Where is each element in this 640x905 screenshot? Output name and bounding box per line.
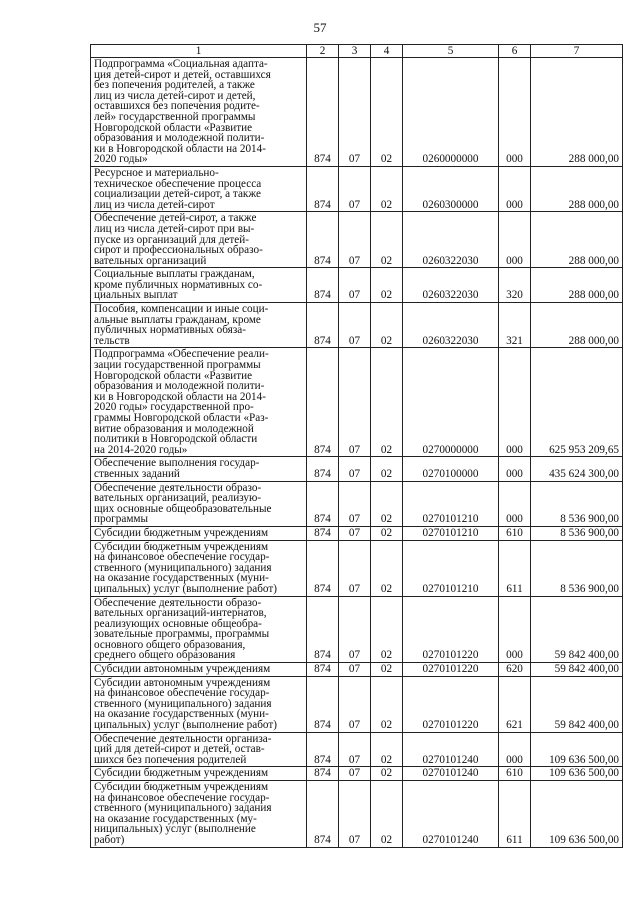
section-code: 07 (339, 732, 371, 767)
table-header (91, 45, 623, 58)
row-name: Обеспечение выполнения государ- ственных заданий (91, 457, 307, 481)
section-code: 07 (339, 767, 371, 781)
target-article-code: 0270101240 (403, 732, 499, 767)
section-code: 07 (339, 166, 371, 211)
expense-type-code: 610 (499, 767, 531, 781)
table-row (91, 457, 623, 481)
expense-type-code: 000 (499, 732, 531, 767)
subsection-code: 02 (371, 540, 403, 596)
section-code: 07 (339, 303, 371, 348)
row-name: Пособия, компенсации и иные соци- альные выплаты гражданам, кроме публичных нормативных обяза- тельств (91, 303, 307, 348)
subsection-code: 02 (371, 303, 403, 348)
amount: 625 953 209,65 (531, 348, 623, 457)
expense-type-code: 000 (499, 348, 531, 457)
subsection-code: 02 (371, 268, 403, 303)
expense-type-code: 611 (499, 540, 531, 596)
ministry-code: 874 (307, 676, 339, 732)
amount: 8 536 900,00 (531, 540, 623, 596)
subsection-code: 02 (371, 212, 403, 268)
table-row (91, 767, 623, 781)
section-code: 07 (339, 663, 371, 677)
column-header-6: 6 (499, 45, 531, 58)
ministry-code: 874 (307, 732, 339, 767)
table-row (91, 732, 623, 767)
amount: 59 842 400,00 (531, 596, 623, 663)
expense-type-code: 000 (499, 58, 531, 167)
target-article-code: 0260000000 (403, 58, 499, 167)
amount: 288 000,00 (531, 212, 623, 268)
section-code: 07 (339, 348, 371, 457)
row-name: Субсидии бюджетным учреждениям (91, 767, 307, 781)
amount: 435 624 300,00 (531, 457, 623, 481)
amount: 109 636 500,00 (531, 767, 623, 781)
amount: 59 842 400,00 (531, 663, 623, 677)
table-row (91, 781, 623, 848)
amount: 8 536 900,00 (531, 481, 623, 526)
row-name: Обеспечение детей-сирот, а также лиц из числа детей-сирот при вы- пуске из организаций для детей- сирот и профессиональных образо- вательных организаций (91, 212, 307, 268)
target-article-code: 0260322030 (403, 212, 499, 268)
table-row (91, 348, 623, 457)
target-article-code: 0270101210 (403, 540, 499, 596)
ministry-code: 874 (307, 457, 339, 481)
ministry-code: 874 (307, 596, 339, 663)
subsection-code: 02 (371, 767, 403, 781)
column-header-3: 3 (339, 45, 371, 58)
row-name: Субсидии бюджетным учреждениям на финансовое обеспечение государ- ственного (муниципального) задания на оказание государственных (муни- ципальных) услуг (выполнение работ) (91, 540, 307, 596)
ministry-code: 874 (307, 663, 339, 677)
table-row (91, 212, 623, 268)
subsection-code: 02 (371, 481, 403, 526)
ministry-code: 874 (307, 212, 339, 268)
ministry-code: 874 (307, 166, 339, 211)
table-row (91, 676, 623, 732)
column-header-2: 2 (307, 45, 339, 58)
section-code: 07 (339, 268, 371, 303)
ministry-code: 874 (307, 781, 339, 848)
expense-type-code: 610 (499, 526, 531, 540)
subsection-code: 02 (371, 596, 403, 663)
expense-type-code: 000 (499, 457, 531, 481)
section-code: 07 (339, 596, 371, 663)
column-header-5: 5 (403, 45, 499, 58)
amount: 109 636 500,00 (531, 732, 623, 767)
amount: 109 636 500,00 (531, 781, 623, 848)
column-header-1: 1 (91, 45, 307, 58)
row-name: Субсидии бюджетным учреждениям на финансовое обеспечение государ- ственного (муниципального) задания на оказание государственных (му- ниципальных) услуг (выполнение работ) (91, 781, 307, 848)
row-name: Ресурсное и материально- техническое обеспечение процесса социализации детей-сирот, а также лиц из числа детей-сирот (91, 166, 307, 211)
budget-table (90, 44, 623, 848)
ministry-code: 874 (307, 58, 339, 167)
expense-type-code: 000 (499, 166, 531, 211)
subsection-code: 02 (371, 166, 403, 211)
section-code: 07 (339, 212, 371, 268)
target-article-code: 0270101220 (403, 663, 499, 677)
table-row (91, 540, 623, 596)
amount: 288 000,00 (531, 303, 623, 348)
expense-type-code: 621 (499, 676, 531, 732)
expense-type-code: 000 (499, 481, 531, 526)
expense-type-code: 320 (499, 268, 531, 303)
expense-type-code: 321 (499, 303, 531, 348)
ministry-code: 874 (307, 348, 339, 457)
section-code: 07 (339, 781, 371, 848)
target-article-code: 0260322030 (403, 268, 499, 303)
target-article-code: 0270101240 (403, 767, 499, 781)
ministry-code: 874 (307, 268, 339, 303)
section-code: 07 (339, 526, 371, 540)
row-name: Подпрограмма «Обеспечение реали- зации государственной программы Новгородской области «Развитие образования и молодежной полити- ки в Новгородской области на 2014- 2020 годы» государственной про- граммы Новгородской области «Раз- витие образования и молодежной политики в Новгородской области на 2014-2020 годы» (91, 348, 307, 457)
amount: 288 000,00 (531, 268, 623, 303)
row-name: Обеспечение деятельности организа- ций для детей-сирот и детей, остав- шихся без попечения родителей (91, 732, 307, 767)
expense-type-code: 620 (499, 663, 531, 677)
section-code: 07 (339, 676, 371, 732)
table-row (91, 303, 623, 348)
amount: 288 000,00 (531, 166, 623, 211)
ministry-code: 874 (307, 526, 339, 540)
row-name: Субсидии бюджетным учреждениям (91, 526, 307, 540)
section-code: 07 (339, 457, 371, 481)
target-article-code: 0270101220 (403, 676, 499, 732)
row-name: Обеспечение деятельности образо- вательных организаций-интернатов, реализующих основные общеобра- зовательные программы, программы основного общего образования, среднего общего образования (91, 596, 307, 663)
target-article-code: 0260300000 (403, 166, 499, 211)
section-code: 07 (339, 58, 371, 167)
target-article-code: 0260322030 (403, 303, 499, 348)
table-row (91, 596, 623, 663)
subsection-code: 02 (371, 58, 403, 167)
expense-type-code: 000 (499, 596, 531, 663)
subsection-code: 02 (371, 663, 403, 677)
target-article-code: 0270101210 (403, 526, 499, 540)
ministry-code: 874 (307, 540, 339, 596)
table-row (91, 268, 623, 303)
row-name: Обеспечение деятельности образо- вательных организаций, реализую- щих основные общеобразовательные программы (91, 481, 307, 526)
header-row (91, 45, 623, 58)
expense-type-code: 611 (499, 781, 531, 848)
subsection-code: 02 (371, 781, 403, 848)
subsection-code: 02 (371, 526, 403, 540)
ministry-code: 874 (307, 481, 339, 526)
ministry-code: 874 (307, 303, 339, 348)
subsection-code: 02 (371, 732, 403, 767)
amount: 8 536 900,00 (531, 526, 623, 540)
column-header-4: 4 (371, 45, 403, 58)
row-name: Подпрограмма «Социальная адапта- ция детей-сирот и детей, оставшихся без попечения родителей, а также лиц из числа детей-сирот и детей, оставшихся без попечения родите- лей» государственной программы Новгородской области «Развитие образования и молодежной полити- ки в Новгородской области на 2014- 2020 годы» (91, 58, 307, 167)
table-row (91, 481, 623, 526)
ministry-code: 874 (307, 767, 339, 781)
section-code: 07 (339, 540, 371, 596)
table-row (91, 663, 623, 677)
column-header-7: 7 (531, 45, 623, 58)
row-name: Субсидии автономным учреждениям (91, 663, 307, 677)
table-body (91, 58, 623, 848)
expense-type-code: 000 (499, 212, 531, 268)
target-article-code: 0270101220 (403, 596, 499, 663)
target-article-code: 0270101240 (403, 781, 499, 848)
target-article-code: 0270100000 (403, 457, 499, 481)
subsection-code: 02 (371, 457, 403, 481)
row-name: Субсидии автономным учреждениям на финансовое обеспечение государ- ственного (муниципального) задания на оказание государственных (муни- ципальных) услуг (выполнение работ) (91, 676, 307, 732)
amount: 59 842 400,00 (531, 676, 623, 732)
row-name: Социальные выплаты гражданам, кроме публичных нормативных со- циальных выплат (91, 268, 307, 303)
section-code: 07 (339, 481, 371, 526)
target-article-code: 0270101210 (403, 481, 499, 526)
amount: 288 000,00 (531, 58, 623, 167)
table-row (91, 166, 623, 211)
subsection-code: 02 (371, 676, 403, 732)
table-row (91, 58, 623, 167)
page-number: 57 (313, 20, 327, 35)
target-article-code: 0270000000 (403, 348, 499, 457)
table-row (91, 526, 623, 540)
subsection-code: 02 (371, 348, 403, 457)
